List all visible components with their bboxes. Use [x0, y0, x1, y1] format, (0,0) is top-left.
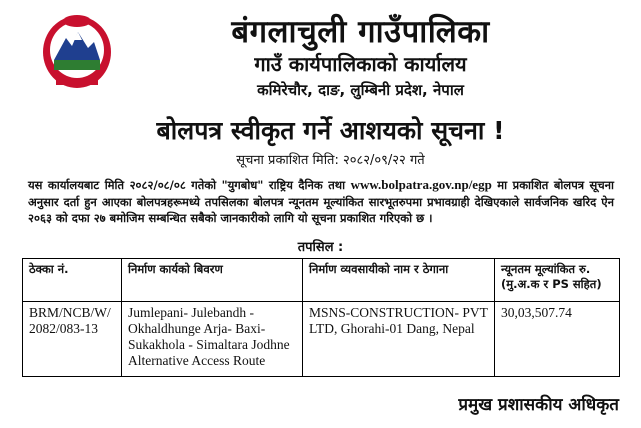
office-address: कमिरेचौर, दाङ, लुम्बिनी प्रदेश, नेपाल — [257, 81, 464, 99]
cell-work-description: Jumlepani- Julebandh - Okhaldhunge Arja- Baxi- Sukakhola - Simaltara Jodhne Alternative Access Route — [122, 302, 303, 377]
notice-title: बोलपत्र स्वीकृत गर्ने आशयको सूचना ! — [156, 116, 505, 145]
header-work-description: निर्माण कार्यको बिवरण — [122, 259, 303, 302]
signature-title: प्रमुख प्रशासकीय अधिकृत — [458, 395, 619, 415]
header-contractor: निर्माण व्यवसायीको नाम र ठेगाना — [303, 259, 495, 302]
cell-amount: 30,03,507.74 — [495, 302, 620, 377]
municipality-name: बंगलाचुली गाउँपालिका — [231, 14, 490, 50]
cell-contractor: MSNS-CONSTRUCTION- PVT LTD, Ghorahi-01 Dang, Nepal — [303, 302, 495, 377]
bolpatra-link[interactable]: www.bolpatra.gov.np/egp — [350, 177, 492, 192]
notice-body — [28, 177, 614, 227]
body-text-rest: मा प्रकाशित बोलपत्र सूचना अनुसार दर्ता हुन आएका बोलपत्रहरूमध्ये तपसिलका बोलपत्र न्यूनतम मूल्यांकित सारभूतरुपमा प्रभावग्राही देखिएकाले सार्वजनिक खरिद ऐन २०६३ को दफा २७ बमोजिम सम्बन्धित सबैको जानकारीको लागि यो सूचना प्रकाशित गरिएको छ । — [28, 178, 614, 225]
bid-table — [22, 258, 620, 377]
published-date: सूचना प्रकाशित मिति: २०८२/०९/२२ गते — [236, 153, 425, 168]
office-name: गाउँ कार्यपालिकाको कार्यालय — [254, 52, 467, 76]
body-text-intro: यस कार्यालयबाट मिति २०८२/०८/०८ गतेको "युगबोध" राष्ट्रिय दैनिक तथा — [28, 178, 351, 192]
cell-contract-no: BRM/NCB/W/ 2082/083-13 — [23, 302, 122, 377]
table-row — [23, 302, 620, 377]
header-contract-no: ठेक्का नं. — [23, 259, 122, 302]
header-amount: न्यूनतम मूल्यांकित रु. (मु.अ.क र PS सहित) — [495, 259, 620, 302]
details-label: तपसिल : — [297, 240, 344, 255]
table-header-row — [23, 259, 620, 302]
